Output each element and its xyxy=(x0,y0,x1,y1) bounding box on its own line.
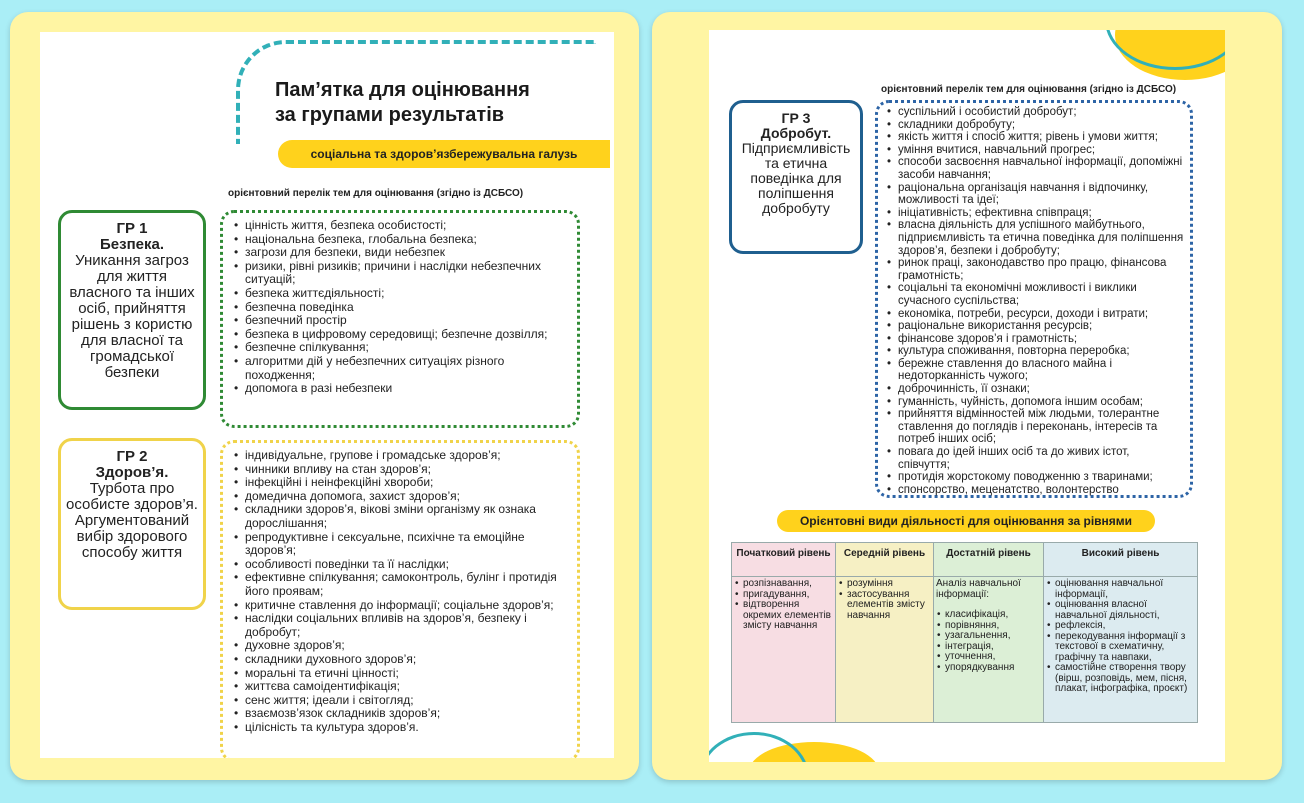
list-item: • оцінювання власної навчальної діяльності, xyxy=(1046,600,1195,621)
list-item: • ризики, рівні ризиків; причини і наслідки небезпечних ситуацій; xyxy=(233,260,571,287)
list-item: • власна діяльність для успішного майбутнього, підприємливість та етична поведінка для поліпшення здоров’я, безпеки і добробуту; xyxy=(886,219,1184,257)
group1-topics xyxy=(220,210,580,428)
list-item: • розпізнавання, xyxy=(734,579,833,590)
list-item: • протидія жорстокому поводженню з тваринами; xyxy=(886,471,1184,484)
levels-title: Орієнтовні види діяльності для оцінювання за рівнями xyxy=(777,510,1155,532)
list-item: • фінансове здоров’я і грамотність; xyxy=(886,333,1184,346)
level-intro: Аналіз навчальної інформації: xyxy=(936,578,1021,600)
left-sheet xyxy=(10,12,639,780)
right-sheet xyxy=(652,12,1282,780)
list-item: • прийняття відмінностей між людьми, толерантне ставлення до поглядів і переконань, інтересів та потреб інших осіб; xyxy=(886,408,1184,446)
list-item: • упорядкування xyxy=(936,663,1041,674)
list-item: • цілісність та культура здоров’я. xyxy=(233,721,571,735)
list-item: • складники здоров’я, вікові зміни організму як ознака дорослішання; xyxy=(233,503,571,530)
list-item: • інфекційні і неінфекційні хвороби; xyxy=(233,476,571,490)
left-page xyxy=(40,32,614,758)
list-item: • сенс життя; ідеали і світогляд; xyxy=(233,694,571,708)
topics-heading: орієнтовний перелік тем для оцінювання (згідно із ДСБСО) xyxy=(228,188,524,199)
level-cell xyxy=(934,577,1044,723)
list-item: • уточнення, xyxy=(936,652,1041,663)
list-item: • безпека життєдіяльності; xyxy=(233,287,571,301)
list-item: • рефлексія, xyxy=(1046,621,1195,632)
level-header: Середній рівень xyxy=(836,543,934,577)
list-item: • відтворення окремих елементів змісту навчання xyxy=(734,600,833,632)
level-cell xyxy=(732,577,836,723)
list-item: • оцінювання навчальної інформації, xyxy=(1046,579,1195,600)
group3-code: ГР 3 xyxy=(781,110,811,126)
group1-code: ГР 1 xyxy=(116,220,148,237)
list-item: • культура споживання, повторна переробка; xyxy=(886,345,1184,358)
group3-topics xyxy=(875,100,1193,498)
list-item: • пригадування, xyxy=(734,590,833,601)
list-item: • взаємозв’язок складників здоров’я; xyxy=(233,707,571,721)
field-label: соціальна та здоров’язбережувальна галузь xyxy=(278,140,610,168)
list-item: • узагальнення, xyxy=(936,631,1041,642)
group2-box xyxy=(58,438,206,610)
list-item: • соціальні та економічні можливості і виклики сучасного суспільства; xyxy=(886,282,1184,307)
group1-box xyxy=(58,210,206,410)
list-item: • раціональна організація навчання і відпочинку, можливості та ідеї; xyxy=(886,182,1184,207)
list-item: • самостійне створення твору (вірш, розповідь, мем, пісня, плакат, інфографіка, проєкт) xyxy=(1046,663,1195,695)
teal-arc-decoration xyxy=(709,732,809,762)
list-item: • доброчинність, її ознаки; xyxy=(886,383,1184,396)
list-item: • складники добробуту; xyxy=(886,119,1184,132)
list-item: • безпечний простір xyxy=(233,314,571,328)
list-item: • безпечне спілкування; xyxy=(233,341,571,355)
list-item: • раціональне використання ресурсів; xyxy=(886,320,1184,333)
list-item: • бережне ставлення до власного майна і недоторканність чужого; xyxy=(886,358,1184,383)
page-title: Пам’ятка для оцінювання за групами результатів xyxy=(275,79,530,126)
list-item: • допомога в разі небезпеки xyxy=(233,382,571,396)
list-item: • перекодування інформації з текстової в схематичну, графічну та навпаки, xyxy=(1046,632,1195,664)
teal-arc-decoration xyxy=(1105,30,1225,70)
list-item: • моральні та етичні цінності; xyxy=(233,667,571,681)
level-cell xyxy=(836,577,934,723)
group2-description: Турбота про особисте здоров’я. Аргументований вибір здорового способу життя xyxy=(66,480,198,561)
list-item: • репродуктивне і сексуальне, психічне та емоційне здоров’я; xyxy=(233,531,571,558)
list-item: • алгоритми дій у небезпечних ситуаціях різного походження; xyxy=(233,355,571,382)
group1-name: Безпека. xyxy=(100,236,164,253)
group2-topics xyxy=(220,440,580,758)
list-item: • якість життя і спосіб життя; рівень і умови життя; xyxy=(886,131,1184,144)
list-item: • гуманність, чуйність, допомога іншим особам; xyxy=(886,396,1184,409)
list-item: • класифікація, xyxy=(936,610,1041,621)
list-item: • духовне здоров’я; xyxy=(233,639,571,653)
group3-name: Добробут. xyxy=(760,125,832,141)
topics-heading: орієнтовний перелік тем для оцінювання (згідно із ДСБСО) xyxy=(881,84,1177,95)
level-header: Достатній рівень xyxy=(934,543,1044,577)
list-item: • інтеграція, xyxy=(936,642,1041,653)
group3-box xyxy=(729,100,863,254)
list-item: • безпека в цифровому середовищі; безпечне дозвілля; xyxy=(233,328,571,342)
list-item: • критичне ставлення до інформації; соціальне здоров’я; xyxy=(233,599,571,613)
list-item: • індивідуальне, групове і громадське здоров’я; xyxy=(233,449,571,463)
list-item: • чинники впливу на стан здоров’я; xyxy=(233,463,571,477)
group1-description: Уникання загроз для життя власного та інших осіб, прийняття рішень з користю для власної та громадської безпеки xyxy=(69,252,195,381)
group2-name: Здоров’я. xyxy=(95,464,169,481)
list-item: • національна безпека, глобальна безпека; xyxy=(233,233,571,247)
list-item: • життєва самоідентифікація; xyxy=(233,680,571,694)
list-item: • домедична допомога, захист здоров’я; xyxy=(233,490,571,504)
list-item: • загрози для безпеки, види небезпек xyxy=(233,246,571,260)
group3-description: Підприємливість та етична поведінка для поліпшення добробуту xyxy=(741,140,851,216)
list-item: • наслідки соціальних впливів на здоров’я, безпеку і добробут; xyxy=(233,612,571,639)
list-item: • уміння вчитися, навчальний прогрес; xyxy=(886,144,1184,157)
level-header: Початковий рівень xyxy=(732,543,836,577)
list-item: • порівняння, xyxy=(936,621,1041,632)
list-item: • цінність життя, безпека особистості; xyxy=(233,219,571,233)
list-item: • розуміння xyxy=(838,579,931,590)
list-item: • способи засвоєння навчальної інформації, допоміжні засоби навчання; xyxy=(886,156,1184,181)
list-item: • особливості поведінки та її наслідки; xyxy=(233,558,571,572)
level-cell xyxy=(1044,577,1198,723)
list-item: • складники духовного здоров’я; xyxy=(233,653,571,667)
levels-table xyxy=(731,542,1198,723)
list-item: • ринок праці, законодавство про працю, фінансова грамотність; xyxy=(886,257,1184,282)
list-item: • ефективне спілкування; самоконтроль, булінг і протидія його проявам; xyxy=(233,571,571,598)
list-item: • застосування елементів змісту навчання xyxy=(838,590,931,622)
level-header: Високий рівень xyxy=(1044,543,1198,577)
right-page xyxy=(709,30,1225,762)
list-item: • суспільний і особистий добробут; xyxy=(886,106,1184,119)
list-item: • ініціативність; ефективна співпраця; xyxy=(886,207,1184,220)
list-item: • повага до ідей інших осіб та до живих істот, співчуття; xyxy=(886,446,1184,471)
list-item: • спонсорство, меценатство, волонтерство xyxy=(886,484,1184,497)
group2-code: ГР 2 xyxy=(116,448,148,465)
list-item: • безпечна поведінка xyxy=(233,301,571,315)
list-item: • економіка, потреби, ресурси, доходи і витрати; xyxy=(886,308,1184,321)
